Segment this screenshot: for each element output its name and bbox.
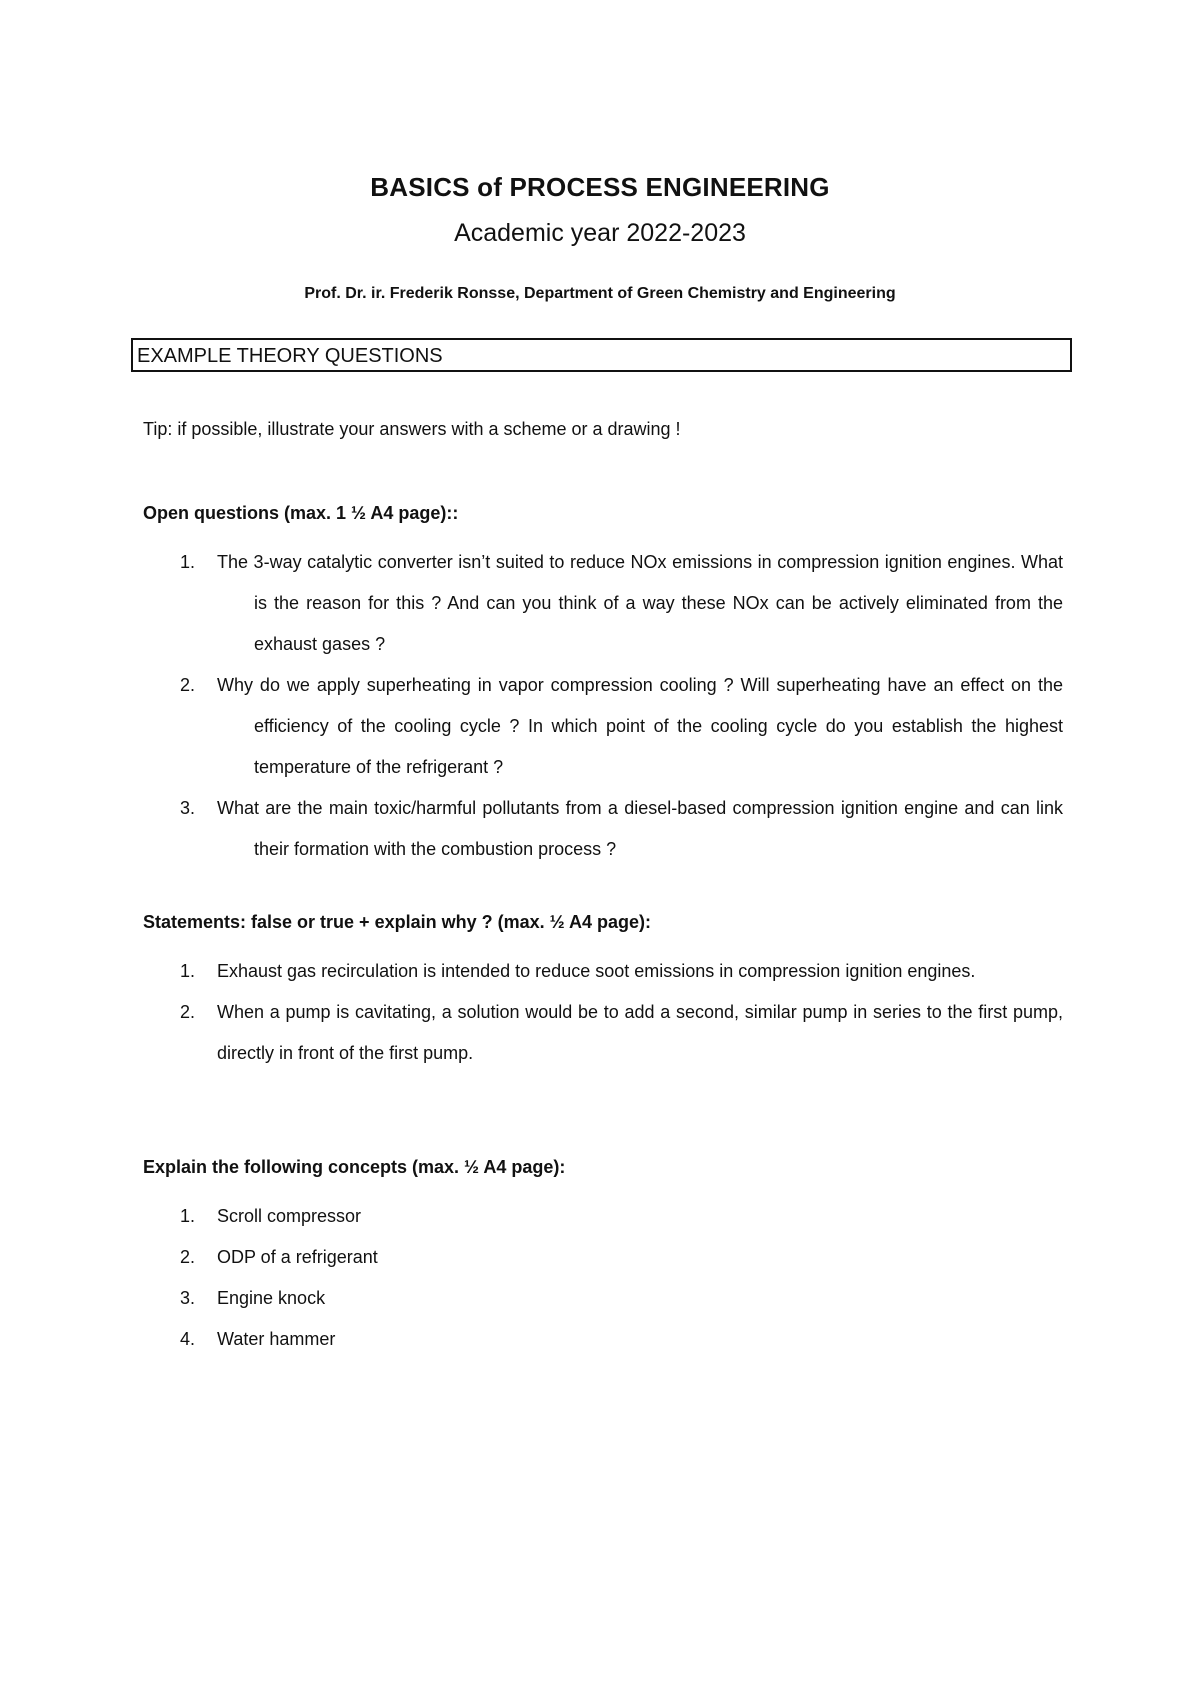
list-item <box>143 1319 1063 1360</box>
document-title: BASICS of PROCESS ENGINEERING <box>370 172 830 202</box>
item-number: 2. <box>180 1002 196 1022</box>
open-questions-list <box>143 542 1063 870</box>
item-text: Why do we apply superheating in vapor compression cooling ? Will superheating have an effect on the efficiency of the cooling cycle ? In which point of the cooling cycle do you establish the highest temperature of the refrigerant ? <box>217 675 1063 777</box>
section-title-box: EXAMPLE THEORY QUESTIONS <box>131 338 1072 372</box>
item-number: 1. <box>180 961 196 981</box>
list-item <box>143 665 1063 788</box>
item-text: ODP of a refrigerant <box>217 1247 378 1267</box>
item-text: When a pump is cavitating, a solution would be to add a second, similar pump in series to the first pump, directly in front of the first pump. <box>217 1002 1063 1063</box>
author-line: Prof. Dr. ir. Frederik Ronsse, Department of Green Chemistry and Engineering <box>304 285 896 302</box>
statements-heading: Statements: false or true + explain why ? (max. ½ A4 page): <box>143 912 651 932</box>
item-text: The 3-way catalytic converter isn’t suited to reduce NOx emissions in compression ignition engines. What is the reason for this ? And can you think of a way these NOx can be actively eliminated from the exhaust gases ? <box>217 552 1063 654</box>
list-item <box>143 1196 1063 1237</box>
list-item <box>143 788 1063 870</box>
statements-section <box>143 910 1063 1074</box>
item-text: Exhaust gas recirculation is intended to reduce soot emissions in compression ignition engines. <box>217 961 976 981</box>
concepts-heading: Explain the following concepts (max. ½ A4 page): <box>143 1157 566 1177</box>
item-number: 2. <box>180 675 196 695</box>
item-number: 4. <box>180 1329 196 1349</box>
item-number: 1. <box>180 552 196 572</box>
item-text: What are the main toxic/harmful pollutants from a diesel-based compression ignition engine and can link their formation with the combustion process ? <box>217 798 1063 859</box>
item-number: 3. <box>180 798 196 818</box>
tip-text: Tip: if possible, illustrate your answers with a scheme or a drawing ! <box>143 419 681 439</box>
concepts-list <box>143 1196 1063 1360</box>
list-item <box>143 1237 1063 1278</box>
list-item <box>143 951 1063 992</box>
statements-list <box>143 951 1063 1074</box>
item-number: 2. <box>180 1247 196 1267</box>
item-number: 1. <box>180 1206 196 1226</box>
list-item <box>143 992 1063 1074</box>
list-item <box>143 1278 1063 1319</box>
open-questions-section <box>143 501 1063 870</box>
item-text: Engine knock <box>217 1288 326 1308</box>
academic-year: Academic year 2022-2023 <box>454 219 746 247</box>
item-text: Water hammer <box>217 1329 336 1349</box>
open-questions-heading: Open questions (max. 1 ½ A4 page):: <box>143 503 459 523</box>
item-text: Scroll compressor <box>217 1206 362 1226</box>
concepts-section <box>143 1155 1063 1360</box>
list-item <box>143 542 1063 665</box>
item-number: 3. <box>180 1288 196 1308</box>
